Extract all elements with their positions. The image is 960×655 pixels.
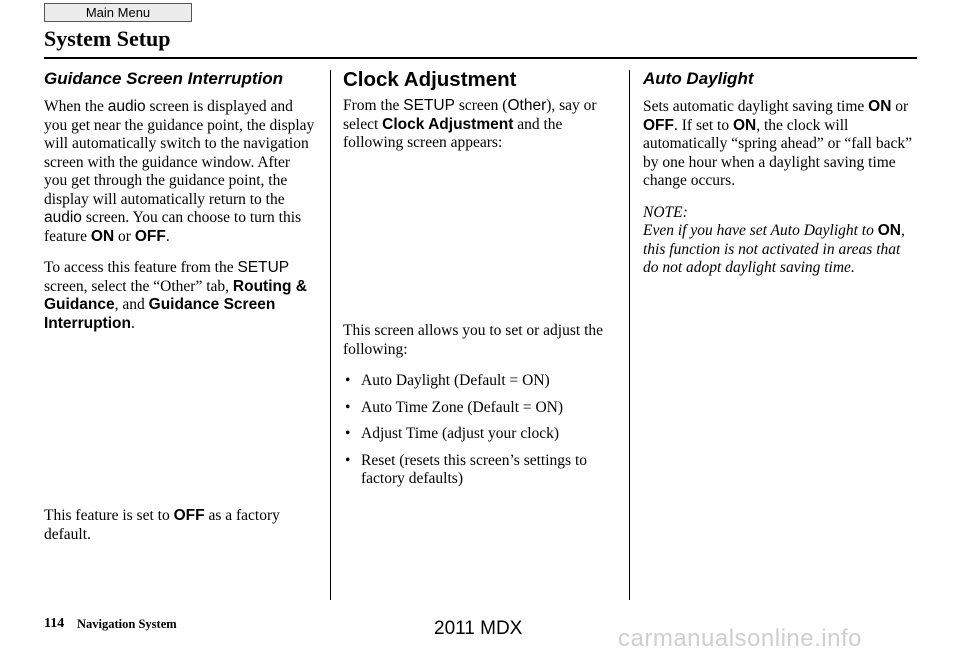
section-heading-guidance-interruption: Guidance Screen Interruption [44, 69, 283, 88]
note-label: NOTE: [643, 203, 688, 221]
column-divider-2 [629, 70, 630, 600]
guidance-interruption-access-steps: To access this feature from the SETUP screen, select the “Other” tab, Routing & Guidance, and Guidance Screen Interruption. [44, 259, 307, 332]
section-heading-clock-adjustment: Clock Adjustment [343, 68, 517, 91]
list-item: • Reset (resets this screen’s settings to factory defaults) [343, 452, 615, 489]
watermark: carmanualsonline.info [618, 625, 862, 652]
auto-daylight-description: Sets automatic daylight saving time ON or OFF. If set to ON, the clock will automatically “spring ahead” or “fall back” by one hour when a daylight saving time change occurs. [643, 98, 912, 189]
guidance-interruption-default: This feature is set to OFF as a factory default. [44, 507, 280, 543]
column-divider-1 [330, 70, 331, 600]
page-number: 114 [44, 616, 65, 631]
page-title: System Setup [44, 26, 171, 51]
guidance-interruption-description: When the audio screen is displayed and you get near the guidance point, the display will automatically switch to the navigation screen with the guidance window. After you get through the guidance point, the display will automatically return to the audio screen. You can choose to turn this feature ON or OFF. [44, 98, 315, 245]
list-item: • Auto Daylight (Default = ON) [343, 372, 615, 391]
clock-adjustment-options-intro: This screen allows you to set or adjust the following: [343, 322, 604, 358]
main-menu-button[interactable]: Main Menu [44, 3, 192, 22]
list-item: • Auto Time Zone (Default = ON) [343, 399, 615, 418]
clock-options-list [343, 372, 615, 489]
clock-adjustment-options [343, 322, 615, 497]
footer-model: 2011 MDX [434, 618, 523, 639]
list-item: • Adjust Time (adjust your clock) [343, 425, 615, 444]
clock-adjustment-intro: From the SETUP screen (Other), say or select Clock Adjustment and the following screen appears: [343, 97, 597, 151]
footer-label: Navigation System [77, 617, 177, 631]
column-auto-daylight [643, 69, 918, 291]
section-heading-auto-daylight: Auto Daylight [643, 69, 754, 88]
title-rule [44, 57, 917, 59]
column-guidance-interruption [44, 69, 316, 346]
note-text: Even if you have set Auto Daylight to ON, this function is not activated in areas that do not adopt daylight saving time. [643, 222, 905, 276]
column-clock-adjustment [343, 69, 615, 166]
